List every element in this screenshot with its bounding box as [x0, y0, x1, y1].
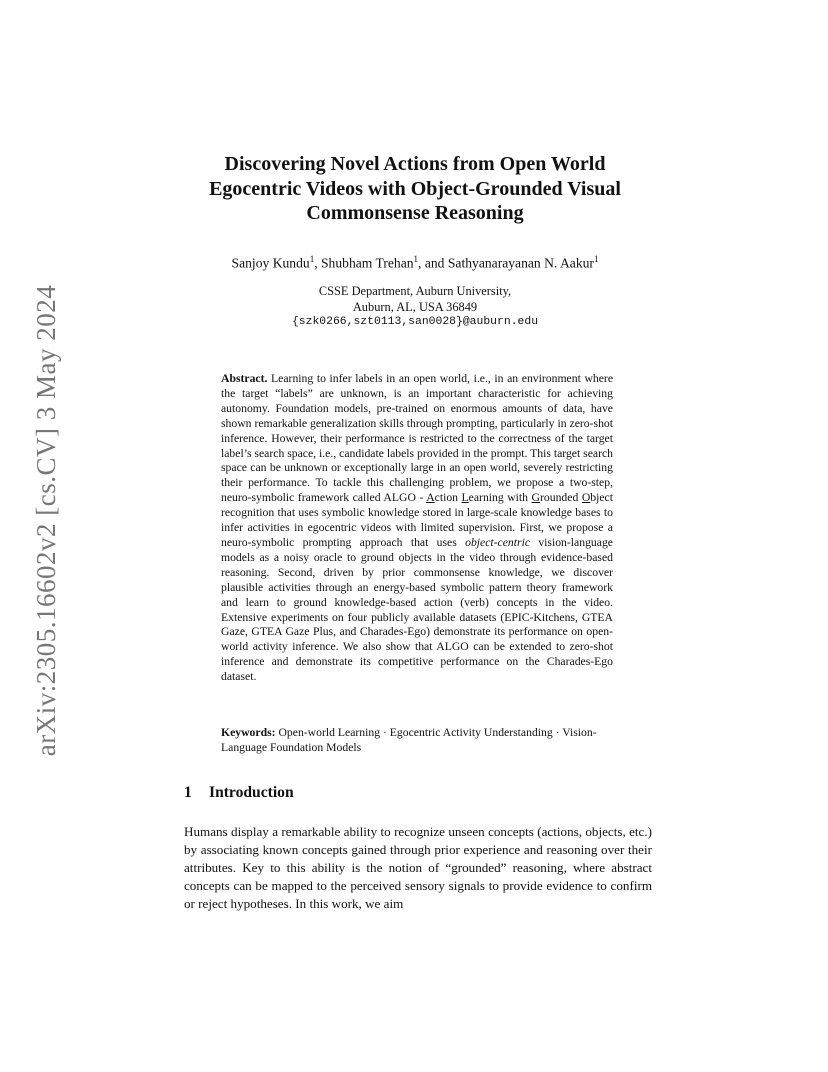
arxiv-sidebar [22, 284, 72, 756]
abstract-text: recognition that uses symbolic knowledge stored in large-scale knowledge bases to infer activities in egocentric videos with limited supervision. First, we propose a neuro-symbolic prompting approach that uses [221, 506, 613, 549]
author-name: Shubham Trehan [321, 255, 414, 271]
acronym-letter: A [426, 491, 435, 505]
author-affiliation-mark: 1 [413, 254, 419, 264]
author-separator: , [314, 255, 321, 271]
section-number: 1 [184, 784, 192, 801]
author-list [150, 254, 680, 272]
author-name: Sathyanarayanan N. Aakur [447, 255, 594, 271]
affiliation-address: Auburn, AL, USA 36849 [352, 299, 478, 314]
affiliation [150, 284, 680, 331]
arxiv-identifier: arXiv:2305.16602v2 [cs.CV] 3 May 2024 [31, 284, 62, 756]
affiliation-department: CSSE Department, Auburn University, [318, 284, 512, 298]
author-name: Sanjoy Kundu [231, 255, 310, 271]
author-emails: {szk0266,szt0113,san0028}@auburn.edu [291, 316, 539, 328]
keywords [221, 726, 613, 756]
author-affiliation-mark: 1 [593, 254, 599, 264]
introduction-paragraph: Humans display a remarkable ability to recognize unseen concepts (actions, objects, etc.) by associating known concepts gained through prior experience and reasoning over their attributes. Key to this ability is the notion of “grounded” reasoning, where abstract concepts can be mapped to the perceived sensory signals to provide evidence to confirm or reject hypotheses. In this work, we aim [184, 824, 652, 911]
paper-title [150, 152, 680, 226]
acronym-letter: O [581, 491, 591, 505]
title-line: Discovering Novel Actions from Open World [224, 153, 606, 175]
acronym-rest: bject [590, 491, 613, 505]
abstract-text: Learning to infer labels in an open world, i.e., in an environment where the target “labels” are unknown, is an important characteristic for achieving autonomy. Foundation models, pre-trained on enormous amounts of data, have shown remarkable generalization skills through prompting, particularly in zero-shot inference. However, their performance is restricted to the correctness of the target label’s search space, i.e., candidate labels provided in the prompt. This target search space can be unknown or exceptionally large in an open world, severely restricting their performance. To tackle this challenging problem, we propose a two-step, neuro-symbolic framework called ALGO - [221, 372, 614, 505]
title-line: Commonsense Reasoning [306, 202, 524, 224]
abstract [221, 372, 613, 685]
acronym-rest: rounded [540, 491, 582, 505]
abstract-text: vision-language models as a noisy oracle to ground objects in the video through evidence-based reasoning. Second, driven by prior commonsense knowledge, we discover plausible activities through an energy-based symbolic pattern theory framework and learn to ground knowledge-based action (verb) concepts in the video. Extensive experiments on four publicly available datasets (EPIC-Kitchens, GTEA Gaze, GTEA Gaze Plus, and Charades-Ego) demonstrate its performance on open-world activity inference. We also show that ALGO can be extended to zero-shot inference and demonstrate its competitive performance on the Charades-Ego dataset. [221, 535, 613, 684]
abstract-emphasis: object-centric [465, 535, 531, 549]
section-title: Introduction [209, 784, 294, 801]
author-separator: , and [418, 255, 448, 271]
abstract-label: Abstract. [221, 372, 268, 385]
section-heading [184, 784, 294, 802]
acronym-letter: G [531, 491, 540, 505]
acronym-rest: earning with [468, 491, 532, 505]
title-line: Egocentric Videos with Object-Grounded Visual [209, 177, 621, 200]
keywords-text: Open-world Learning · Egocentric Activity Understanding · Vision-Language Foundation Models [221, 726, 597, 754]
acronym-letter: L [461, 491, 469, 505]
author-affiliation-mark: 1 [309, 254, 315, 264]
keywords-label: Keywords: [221, 726, 276, 739]
acronym-rest: ction [434, 491, 462, 505]
